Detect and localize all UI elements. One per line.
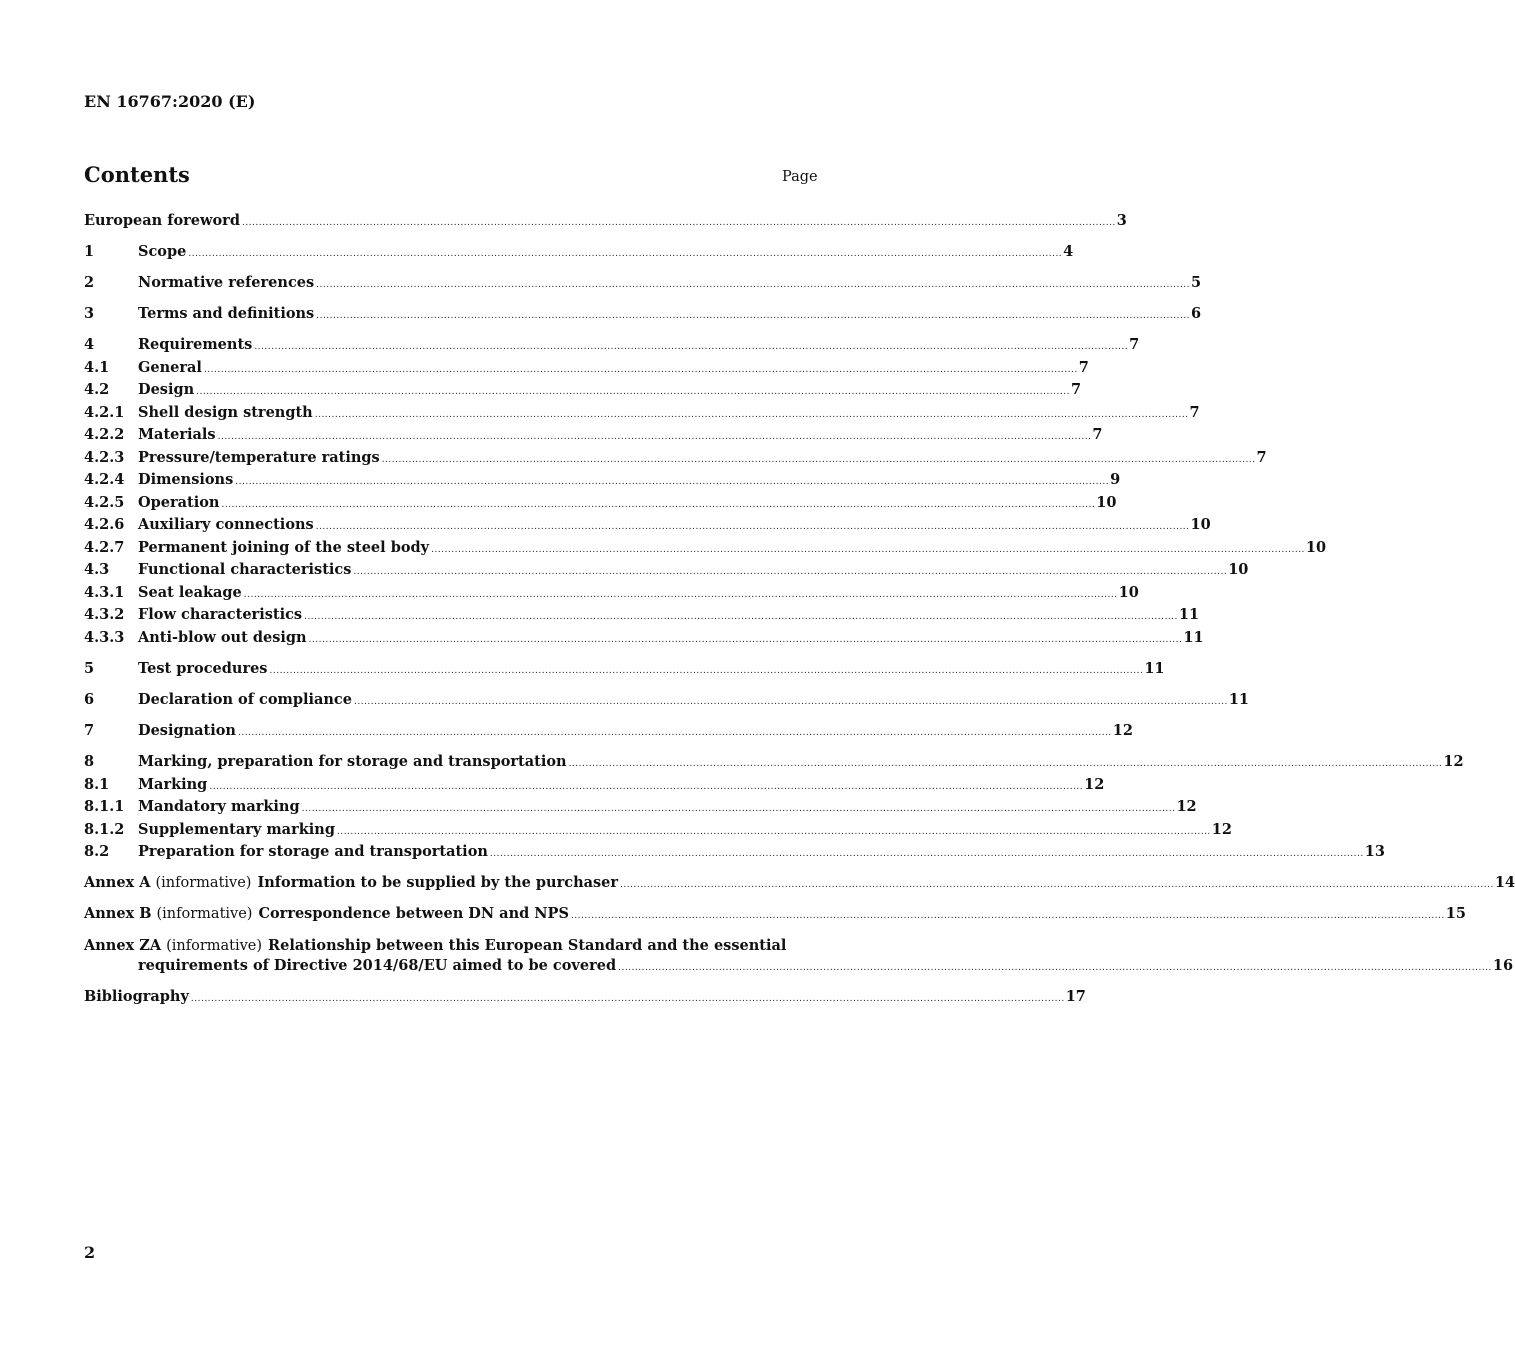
toc-number: 4.2.2 <box>84 426 125 444</box>
dot-leader: .................................................................................................................................................................................................................................................................... <box>353 567 1228 578</box>
toc-entry-4-2-5[interactable] <box>84 493 1117 516</box>
dot-leader: .................................................................................................................................................................................................................................................................... <box>237 728 1112 739</box>
toc-title: Terms and definitions <box>138 305 315 323</box>
toc-number: 4.2 <box>84 381 110 399</box>
toc-page: 7 <box>1070 381 1082 399</box>
toc-number: 4.3.1 <box>84 583 125 601</box>
toc-page: 4 <box>1063 243 1074 261</box>
page-column-label: Page <box>782 169 818 185</box>
dot-leader: .................................................................................................................................................................................................................................................................... <box>308 634 1183 645</box>
dot-leader: .................................................................................................................................................................................................................................................................... <box>314 409 1189 420</box>
dot-leader: .................................................................................................................................................................................................................................................................... <box>381 454 1256 465</box>
annex-note: (informative) <box>166 937 263 954</box>
toc-page: 14 <box>1494 874 1515 892</box>
toc-entry-2[interactable] <box>84 273 1202 296</box>
toc-title: Declaration of compliance <box>138 691 352 709</box>
toc-title: Mandatory marking <box>138 798 300 816</box>
toc-number: 4.2.4 <box>84 471 125 489</box>
toc-page: 17 <box>1065 988 1086 1006</box>
toc-number: 8.2 <box>84 843 110 861</box>
toc-number: 7 <box>84 722 95 740</box>
toc-entry-4-2-6[interactable] <box>84 515 1211 538</box>
toc-title: Designation <box>138 722 236 740</box>
toc-number: 3 <box>84 305 95 323</box>
toc-entry-6[interactable] <box>84 690 1249 713</box>
toc-title: European foreword <box>84 212 240 229</box>
annex-label: Annex ZA <box>84 936 162 954</box>
dot-leader: .................................................................................................................................................................................................................................................................... <box>243 589 1118 600</box>
dot-leader: .................................................................................................................................................................................................................................................................... <box>209 781 1084 792</box>
toc-page: 11 <box>1183 628 1204 646</box>
toc-page: 11 <box>1178 606 1200 624</box>
toc-page: 7 <box>1189 403 1200 421</box>
toc-page: 10 <box>1305 538 1327 556</box>
toc-entry-8-1[interactable] <box>84 775 1105 798</box>
toc-page: 12 <box>1112 722 1133 740</box>
toc-number: 4.2.5 <box>84 493 125 511</box>
toc-title-line2: requirements of Directive 2014/68/EU aimed to be covered <box>138 957 617 975</box>
dot-leader: .................................................................................................................................................................................................................................................................... <box>431 544 1305 555</box>
toc-page: 3 <box>1116 212 1127 229</box>
document-header: EN 16767:2020 (E) <box>84 92 256 111</box>
toc-page: 7 <box>1092 426 1103 444</box>
toc-number: 6 <box>84 691 95 709</box>
dot-leader: .................................................................................................................................................................................................................................................................... <box>221 499 1096 510</box>
annex-label: Annex B <box>84 905 152 923</box>
toc-entry-foreword[interactable] <box>84 211 1127 234</box>
toc-title: Pressure/temperature ratings <box>138 448 380 466</box>
dot-leader: .................................................................................................................................................................................................................................................................... <box>489 849 1364 860</box>
toc-entry-8-1-1[interactable] <box>84 797 1197 820</box>
dot-leader: .................................................................................................................................................................................................................................................................... <box>217 432 1092 443</box>
toc-title: Correspondence between DN and NPS <box>258 905 569 923</box>
toc-number: 8 <box>84 753 95 771</box>
toc-page: 10 <box>1190 516 1211 534</box>
toc-entry-8-2[interactable] <box>84 842 1385 865</box>
contents-heading: Contents <box>84 162 190 187</box>
toc-entry-4[interactable] <box>84 335 1140 358</box>
annex-label: Annex A <box>84 874 151 892</box>
toc-entry-4-2-7[interactable] <box>84 538 1327 561</box>
toc-entry-3[interactable] <box>84 304 1202 327</box>
dot-leader: .................................................................................................................................................................................................................................................................... <box>203 364 1078 375</box>
toc-title: Operation <box>138 493 220 511</box>
toc-page: 6 <box>1191 305 1202 323</box>
toc-number: 8.1.1 <box>84 798 125 816</box>
toc-page: 13 <box>1364 843 1385 861</box>
toc-title: Normative references <box>138 274 315 292</box>
toc-number: 4.2.6 <box>84 516 125 534</box>
toc-title-line1: Relationship between this European Standard and the essential <box>268 936 787 954</box>
toc-title: Design <box>138 381 195 399</box>
toc-title: Permanent joining of the steel body <box>138 538 430 556</box>
toc-page: 12 <box>1443 753 1464 771</box>
toc-page: 9 <box>1110 471 1121 489</box>
dot-leader: .................................................................................................................................................................................................................................................................... <box>269 665 1144 676</box>
toc-number: 5 <box>84 659 95 677</box>
toc-number: 1 <box>84 243 95 261</box>
dot-leader: .................................................................................................................................................................................................................................................................... <box>235 477 1110 488</box>
toc-number: 4.3.2 <box>84 606 125 624</box>
toc-page: 11 <box>1144 659 1165 677</box>
toc-title: Bibliography <box>84 988 189 1006</box>
toc-page: 10 <box>1228 561 1249 579</box>
toc-entry-4-3-3[interactable] <box>84 628 1204 651</box>
toc-title: Information to be supplied by the purchaser <box>257 874 619 892</box>
toc-page: 12 <box>1084 775 1105 793</box>
dot-leader: .................................................................................................................................................................................................................................................................... <box>353 697 1228 708</box>
toc-title: General <box>138 358 202 376</box>
toc-page: 5 <box>1191 274 1202 292</box>
table-of-contents <box>84 211 1515 1010</box>
toc-number: 4.2.7 <box>84 538 125 556</box>
toc-entry-5[interactable] <box>84 659 1165 682</box>
toc-number: 4.3.3 <box>84 628 125 646</box>
toc-page: 11 <box>1228 691 1249 709</box>
toc-entry-4-2-4[interactable] <box>84 470 1121 493</box>
dot-leader: .................................................................................................................................................................................................................................................................... <box>301 804 1176 815</box>
toc-page: 12 <box>1176 798 1197 816</box>
dot-leader: .................................................................................................................................................................................................................................................................... <box>254 342 1129 353</box>
toc-title: Seat leakage <box>138 583 242 601</box>
dot-leader: .................................................................................................................................................................................................................................................................... <box>570 911 1445 922</box>
toc-page: 7 <box>1078 358 1089 376</box>
toc-title: Preparation for storage and transportation <box>138 843 488 861</box>
toc-title: Dimensions <box>138 471 234 489</box>
toc-page: 10 <box>1096 493 1117 511</box>
toc-entry-annex-a[interactable] <box>84 873 1515 896</box>
toc-title: Marking <box>138 775 208 793</box>
toc-number: 8.1 <box>84 775 110 793</box>
toc-title: Shell design strength <box>138 403 313 421</box>
toc-title: Materials <box>138 426 216 444</box>
toc-entry-4-3-1[interactable] <box>84 583 1139 606</box>
toc-number: 4 <box>84 336 95 354</box>
toc-number: 8.1.2 <box>84 820 125 838</box>
toc-entry-bibliography[interactable] <box>84 987 1086 1010</box>
toc-entry-annex-za[interactable] <box>84 936 815 957</box>
dot-leader: .................................................................................................................................................................................................................................................................... <box>316 280 1190 291</box>
toc-entry-7[interactable] <box>84 721 1133 744</box>
toc-page: 15 <box>1445 905 1466 923</box>
toc-title: Scope <box>138 243 187 261</box>
dot-leader: .................................................................................................................................................................................................................................................................... <box>304 612 1178 623</box>
toc-entry-8[interactable] <box>84 752 1464 775</box>
toc-entry-4-3[interactable] <box>84 560 1249 583</box>
toc-title: Supplementary marking <box>138 820 335 838</box>
toc-entry-4-3-2[interactable] <box>84 605 1200 628</box>
toc-entry-4-2-3[interactable] <box>84 448 1267 471</box>
toc-page: 7 <box>1129 336 1140 354</box>
toc-entry-annex-za-continued[interactable] <box>84 956 1514 979</box>
dot-leader: .................................................................................................................................................................................................................................................................... <box>618 963 1492 974</box>
toc-title: Flow characteristics <box>138 606 303 624</box>
annex-note: (informative) <box>155 875 252 892</box>
toc-title: Auxiliary connections <box>138 516 314 534</box>
toc-number: 4.1 <box>84 358 110 376</box>
toc-entry-8-1-2[interactable] <box>84 820 1232 843</box>
toc-page: 16 <box>1492 957 1514 975</box>
toc-entry-1[interactable] <box>84 242 1074 265</box>
dot-leader: .................................................................................................................................................................................................................................................................... <box>196 387 1070 398</box>
toc-title: Anti-blow out design <box>138 628 307 646</box>
dot-leader: .................................................................................................................................................................................................................................................................... <box>336 826 1211 837</box>
toc-number: 4.3 <box>84 561 110 579</box>
toc-entry-4-1[interactable] <box>84 358 1089 381</box>
toc-title: Requirements <box>138 336 253 354</box>
toc-entry-4-2-2[interactable] <box>84 425 1103 448</box>
toc-title: Functional characteristics <box>138 561 352 579</box>
toc-number: 4.2.3 <box>84 448 125 466</box>
dot-leader: .................................................................................................................................................................................................................................................................... <box>315 522 1190 533</box>
toc-entry-4-2-1[interactable] <box>84 403 1200 426</box>
annex-note: (informative) <box>156 906 253 923</box>
toc-page: 7 <box>1256 448 1267 466</box>
toc-entry-4-2[interactable] <box>84 380 1082 403</box>
dot-leader: .................................................................................................................................................................................................................................................................... <box>190 994 1065 1005</box>
page-number: 2 <box>84 1243 96 1262</box>
dot-leader: .................................................................................................................................................................................................................................................................... <box>620 880 1494 891</box>
toc-title: Marking, preparation for storage and transportation <box>138 753 567 771</box>
dot-leader: .................................................................................................................................................................................................................................................................... <box>241 218 1116 228</box>
dot-leader: .................................................................................................................................................................................................................................................................... <box>568 759 1443 770</box>
toc-number: 4.2.1 <box>84 403 125 421</box>
toc-page: 12 <box>1211 820 1232 838</box>
toc-page: 10 <box>1118 583 1139 601</box>
toc-number: 2 <box>84 274 95 292</box>
toc-title: Test procedures <box>138 659 268 677</box>
dot-leader: .................................................................................................................................................................................................................................................................... <box>188 249 1063 260</box>
dot-leader: .................................................................................................................................................................................................................................................................... <box>316 311 1191 322</box>
toc-entry-annex-b[interactable] <box>84 904 1466 927</box>
